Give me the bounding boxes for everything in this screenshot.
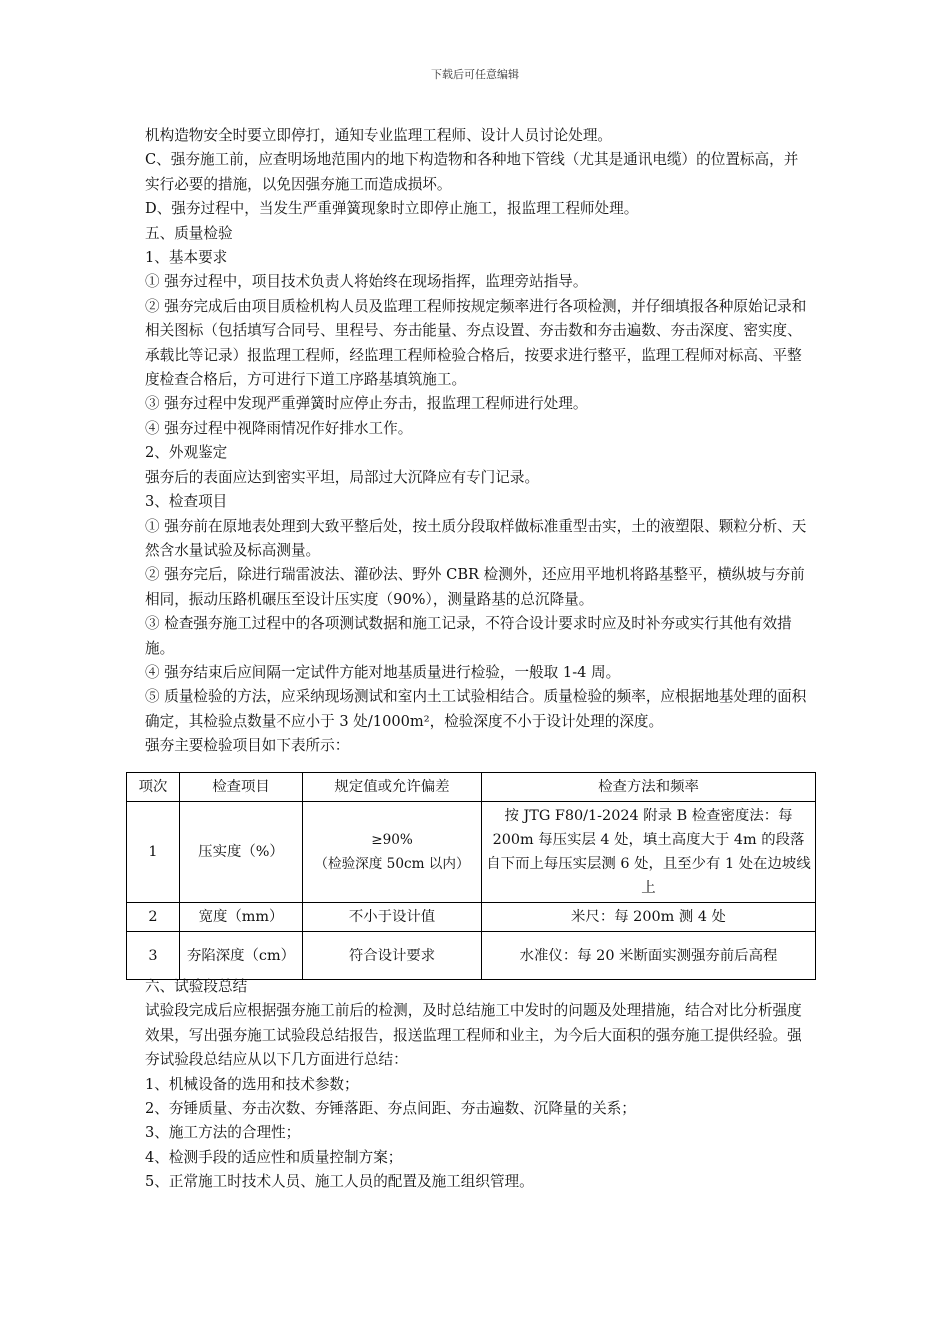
paragraph: ④ 强夯结束后应间隔一定试件方能对地基质量进行检验，一般取 1-4 周。 xyxy=(145,663,621,681)
header-cell: 检查方法和频率 xyxy=(482,773,816,802)
paragraph: ④ 强夯过程中视降雨情况作好排水工作。 xyxy=(145,419,413,437)
body-text-after-table xyxy=(145,975,810,1195)
spec-cell: 不小于设计值 xyxy=(303,903,482,932)
paragraph: ③ 检查强夯施工过程中的各项测试数据和施工记录，不符合设计要求时应及时补夯或实行其他有效措施。 xyxy=(145,615,792,657)
table-row xyxy=(127,932,816,980)
list-item: 3、施工方法的合理性； xyxy=(145,1124,301,1142)
paragraph: ⑤ 质量检验的方法，应采纳现场测试和室内土工试验相结合。质量检验的频率，应根据地基处理的面积确定，其检验点数量不应小于 3 处/1000m²，检验深度不小于设计处理的深度。 xyxy=(145,688,807,730)
body-text-before-table xyxy=(145,124,810,759)
list-item: 2、夯锤质量、夯击次数、夯锤落距、夯点间距、夯击遍数、沉降量的关系； xyxy=(145,1100,636,1118)
subsection-heading: 3、检查项目 xyxy=(145,493,228,511)
inspection-table xyxy=(126,772,816,980)
table-row xyxy=(127,903,816,932)
spec-value: ≥90% xyxy=(371,832,413,848)
subsection-heading: 2、外观鉴定 xyxy=(145,444,228,462)
header-cell: 项次 xyxy=(127,773,180,802)
method-cell: 按 JTG F80/1-2024 附录 B 检查密度法：每 200m 每压实层 4 处，填土高度大于 4m 的段落自下而上每压实层测 6 处，且至少有 1 处在边坡线上 xyxy=(482,802,816,903)
row-number-cell: 2 xyxy=(127,903,180,932)
table-row xyxy=(127,802,816,903)
section-heading: 六、试验段总结 xyxy=(145,978,248,995)
section-heading: 五、质量检验 xyxy=(145,224,233,242)
spec-cell: 符合设计要求 xyxy=(303,932,482,980)
spec-note: （检验深度 50cm 以内） xyxy=(314,856,470,872)
paragraph: D、强夯过程中，当发生严重弹簧现象时立即停止施工，报监理工程师处理。 xyxy=(145,200,639,218)
row-number-cell: 3 xyxy=(127,932,180,980)
paragraph: 强夯后的表面应达到密实平坦，局部过大沉降应有专门记录。 xyxy=(145,468,540,486)
header-cell: 检查项目 xyxy=(180,773,303,802)
paragraph: ② 强夯完后，除进行瑞雷波法、灌砂法、野外 CBR 检测外，还应用平地机将路基整平，横纵坡与夯前相同，振动压路机碾压至设计压实度（90%），测量路基的总沉降量。 xyxy=(145,566,805,608)
list-item: 5、正常施工时技术人员、施工人员的配置及施工组织管理。 xyxy=(145,1173,534,1191)
paragraph: 试验段完成后应根据强夯施工前后的检测，及时总结施工中发时的问题及处理措施，结合对比分析强度效果，写出强夯施工试验段总结报告，报送监理工程师和业主，为今后大面积的强夯施工提供经验。强夯试验段总结应从以下几方面进行总结： xyxy=(145,1002,802,1069)
check-item-cell: 夯陷深度（cm） xyxy=(180,932,303,980)
check-item-cell: 压实度（%） xyxy=(180,802,303,903)
paragraph: ① 强夯过程中，项目技术负责人将始终在现场指挥，监理旁站指导。 xyxy=(145,273,588,291)
paragraph: ② 强夯完成后由项目质检机构人员及监理工程师按规定频率进行各项检测，并仔细填报各种原始记录和相关图标（包括填写合同号、里程号、夯击能量、夯点设置、夯击数和夯击遍数、夯击深度、密实度、承载比等记录）报监理工程师，经监理工程师检验合格后，按要求进行整平，监理工程师对标高、平整度检查合格后，方可进行下道工序路基填筑施工。 xyxy=(145,297,807,389)
paragraph: ③ 强夯过程中发现严重弹簧时应停止夯击，报监理工程师进行处理。 xyxy=(145,395,588,413)
header-cell: 规定值或允许偏差 xyxy=(303,773,482,802)
list-item: 1、机械设备的选用和技术参数； xyxy=(145,1075,359,1093)
check-item-cell: 宽度（mm） xyxy=(180,903,303,932)
paragraph: C、强夯施工前，应查明场地范围内的地下构造物和各种地下管线（尤其是通讯电缆）的位置标高，并实行必要的措施，以免因强夯施工而造成损坏。 xyxy=(145,151,799,193)
method-cell: 水准仪：每 20 米断面实测强夯前后高程 xyxy=(482,932,816,980)
page-header: 下载后可任意编辑 xyxy=(431,68,519,81)
paragraph: ① 强夯前在原地表处理到大致平整后处，按土质分段取样做标准重型击实，土的液塑限、颗粒分析、天然含水量试验及标高测量。 xyxy=(145,517,807,559)
subsection-heading: 1、基本要求 xyxy=(145,249,228,267)
paragraph: 机构造物安全时要立即停打，通知专业监理工程师、设计人员讨论处理。 xyxy=(145,127,613,144)
row-number-cell: 1 xyxy=(127,802,180,903)
spec-cell xyxy=(303,802,482,903)
table-caption: 强夯主要检验项目如下表所示： xyxy=(145,737,350,755)
method-cell: 米尺：每 200m 测 4 处 xyxy=(482,903,816,932)
list-item: 4、检测手段的适应性和质量控制方案； xyxy=(145,1148,403,1166)
table-header-row xyxy=(127,773,816,802)
